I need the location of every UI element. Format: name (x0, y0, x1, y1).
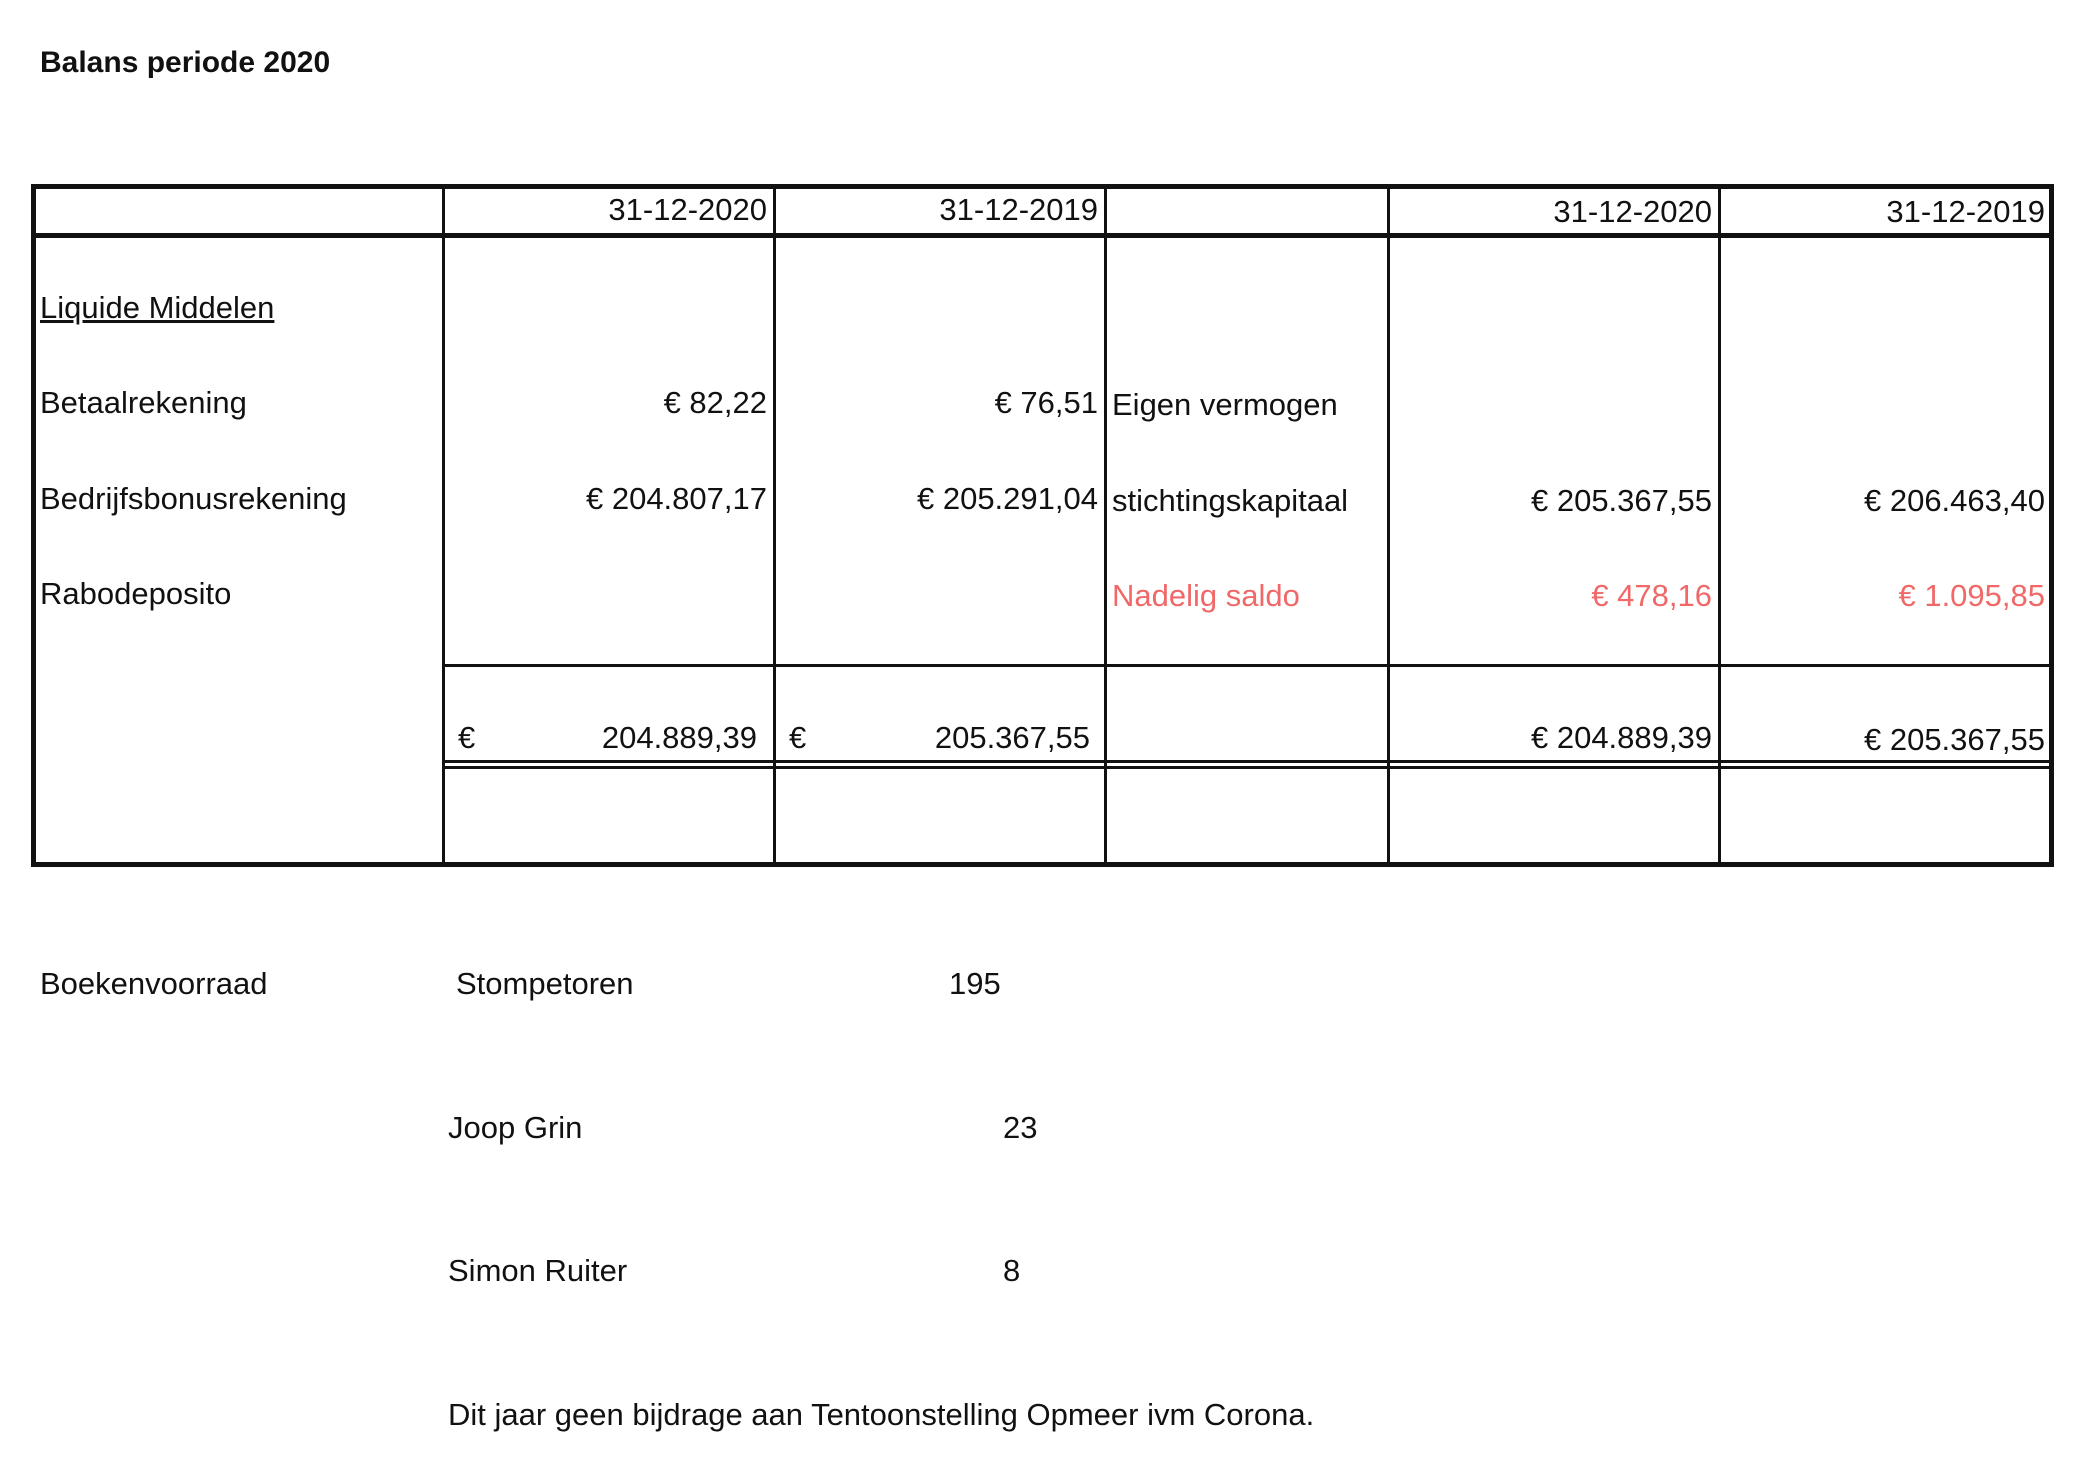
total-assets-2020: 204.889,39 (601, 720, 757, 755)
asset-value-2019: € 205.291,04 (916, 481, 1098, 516)
asset-value-2019: € 76,51 (994, 385, 1098, 420)
stock-item-name: Joop Grin (448, 1110, 583, 1145)
header-assets-2019: 31-12-2019 (939, 192, 1098, 227)
asset-label: Rabodeposito (40, 576, 232, 611)
deficit-value-2020: € 478,16 (1591, 578, 1712, 613)
header-liab-2020: 31-12-2020 (1553, 194, 1712, 229)
table-border-bottom (31, 862, 2054, 867)
column-divider (1387, 186, 1390, 866)
column-divider (1718, 186, 1721, 866)
page-title: Balans periode 2020 (40, 46, 331, 79)
stock-label: Boekenvoorraad (40, 966, 268, 1001)
asset-value-2020: € 82,22 (663, 385, 767, 420)
note-text: Dit jaar geen bijdrage aan Tentoonstelling Opmeer ivm Corona. (448, 1397, 1315, 1432)
liability-label: Eigen vermogen (1112, 387, 1338, 422)
header-liab-2019: 31-12-2019 (1886, 194, 2045, 229)
table-border-right (2049, 184, 2054, 867)
deficit-value-2019: € 1.095,85 (1898, 578, 2045, 613)
table-border-top (31, 184, 2054, 189)
section-heading: Liquide Middelen (40, 290, 275, 325)
liability-label: stichtingskapitaal (1112, 483, 1349, 518)
table-border-left (31, 184, 36, 867)
stock-item-count: 23 (1003, 1110, 1038, 1145)
asset-label: Bedrijfsbonusrekening (40, 481, 347, 516)
header-divider (31, 233, 2054, 238)
total-liab-2020: € 204.889,39 (1530, 720, 1712, 755)
stock-item-name: Stompetoren (456, 966, 634, 1001)
header-assets-2020: 31-12-2020 (608, 192, 767, 227)
liability-value-2019: € 206.463,40 (1863, 483, 2045, 518)
liability-value-2020: € 205.367,55 (1530, 483, 1712, 518)
subtotal-line (442, 664, 2052, 667)
column-divider (773, 186, 776, 866)
column-divider (1104, 186, 1107, 866)
asset-label: Betaalrekening (40, 385, 247, 420)
total-liab-2019: € 205.367,55 (1863, 722, 2045, 757)
stock-item-count: 8 (1003, 1253, 1021, 1288)
total-currency-2019: € (789, 720, 807, 755)
total-double-line-1 (442, 760, 2052, 763)
total-assets-2019: 205.367,55 (934, 720, 1090, 755)
stock-item-count: 195 (949, 966, 1001, 1001)
stock-item-name: Simon Ruiter (448, 1253, 628, 1288)
asset-value-2020: € 204.807,17 (585, 481, 767, 516)
column-divider (442, 186, 445, 866)
total-currency-2020: € (458, 720, 476, 755)
total-double-line-2 (442, 766, 2052, 769)
deficit-label: Nadelig saldo (1112, 578, 1300, 613)
